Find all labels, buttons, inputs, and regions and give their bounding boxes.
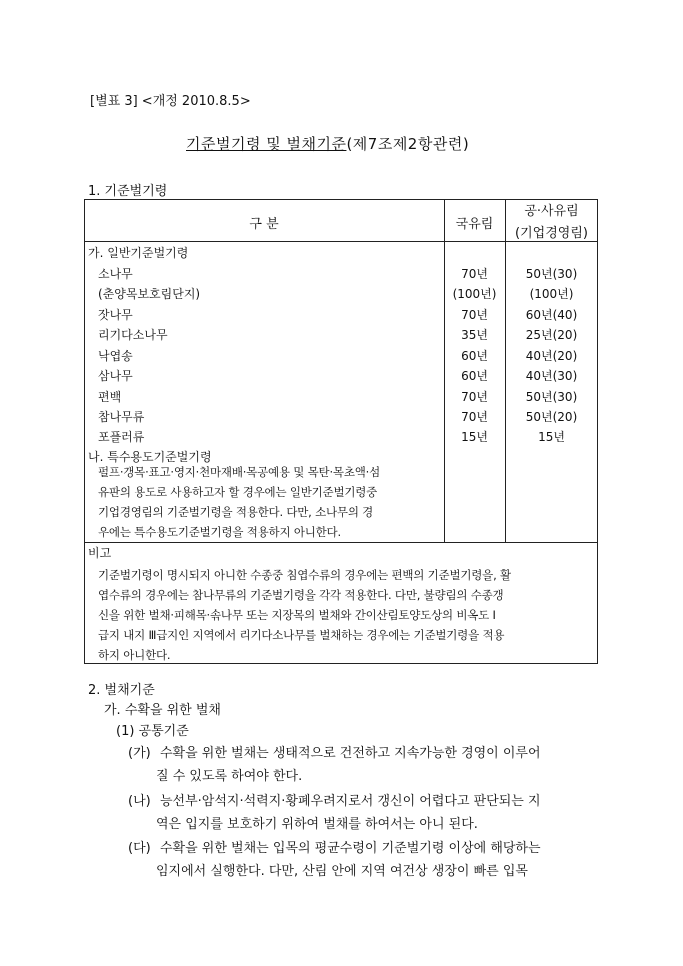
title-suffix: (제7조제2항관련): [346, 135, 470, 153]
header-divider: [84, 241, 598, 242]
remarks-line: 하지 아니한다.: [98, 648, 171, 662]
row-public: 40년(20): [525, 349, 578, 363]
remarks-line: 급지 내지 Ⅲ급지인 지역에서 리기다소나무를 벌채하는 경우에는 기준벌기령을 적용: [98, 628, 505, 642]
special-line: 유판의 용도로 사용하고자 할 경우에는 일반기준벌기령중: [98, 485, 378, 499]
group-general-label: 가. 일반기준벌기령: [88, 246, 189, 260]
section2-heading: 2. 벌채기준: [88, 683, 155, 698]
special-line: 기업경영림의 기준벌기령을 적용한다. 다만, 소나무의 경: [98, 505, 374, 519]
remarks-line: 신을 위한 벌채·피해목·솎나무 또는 지장목의 벌채와 간이산림토양도상의 비옥도 Ⅰ: [98, 608, 496, 622]
row-national: 70년: [461, 390, 488, 404]
item-marker: (가): [128, 746, 151, 761]
row-name: 리기다소나무: [98, 328, 168, 342]
row-national: 70년: [461, 308, 488, 322]
row-public: 15년: [538, 430, 565, 444]
col-header-public-line1: 공·사유림: [524, 204, 579, 219]
special-line: 우에는 특수용도기준벌기령을 적용하지 아니한다.: [98, 525, 341, 539]
annex-label: [별표 3] <개정 2010.8.5>: [90, 94, 251, 109]
row-national: 70년: [461, 410, 488, 424]
item-line: 임지에서 실행한다. 다만, 산림 안에 지역 여건상 생장이 빠른 입목: [156, 864, 528, 879]
row-name: 편백: [98, 390, 122, 404]
row-name: 참나무류: [98, 410, 145, 424]
special-line: 펄프·갱목·표고·영지·천마재배·목공예용 및 목탄·목초액·섬: [98, 465, 381, 479]
title-main: 기준벌기령 및 벌채기준: [186, 135, 347, 153]
row-name: (춘양목보호림단지): [98, 287, 201, 301]
row-name: 포플러류: [98, 430, 145, 444]
row-public: 40년(30): [525, 369, 578, 383]
col-header-public-line2: (기업경영림): [515, 226, 588, 241]
remarks-divider: [84, 542, 598, 543]
item-line: 능선부·암석지·석력지·황폐우려지로서 갱신이 어렵다고 판단되는 지: [160, 794, 541, 809]
col-header-category: 구 분: [249, 217, 279, 232]
item-line: 역은 입지를 보호하기 위하여 벌채를 하여서는 아니 된다.: [156, 817, 478, 832]
row-name: 잣나무: [98, 308, 133, 322]
row-national: 15년: [461, 430, 488, 444]
group-special-label: 나. 특수용도기준벌기령: [88, 450, 212, 464]
section2-sub-1: (1) 공통기준: [116, 724, 189, 739]
section2-sub-a: 가. 수확을 위한 벌채: [104, 703, 221, 718]
section1-heading: 1. 기준벌기령: [88, 184, 168, 199]
row-national: 70년: [461, 267, 488, 281]
item-line: 수확을 위한 벌채는 생태적으로 건전하고 지속가능한 경영이 이루어: [160, 746, 541, 761]
item-line: 질 수 있도록 하여야 한다.: [156, 769, 303, 784]
row-public: 50년(20): [525, 410, 578, 424]
row-national: (100년): [452, 287, 497, 301]
row-public: 50년(30): [525, 267, 578, 281]
row-national: 60년: [461, 349, 488, 363]
row-public: 60년(40): [525, 308, 578, 322]
col-header-national: 국유림: [455, 217, 494, 232]
remarks-line: 엽수류의 경우에는 참나무류의 기준벌기령을 각각 적용한다. 다만, 불량림의 수종갱: [98, 588, 504, 602]
row-public: 50년(30): [525, 390, 578, 404]
row-name: 삼나무: [98, 369, 133, 383]
item-marker: (나): [128, 794, 151, 809]
row-name: 낙엽송: [98, 349, 133, 363]
remarks-label: 비고: [88, 546, 112, 560]
item-marker: (다): [128, 841, 151, 856]
remarks-line: 기준벌기령이 명시되지 아니한 수종중 침엽수류의 경우에는 편백의 기준벌기령을, 활: [98, 568, 511, 582]
row-national: 35년: [461, 328, 488, 342]
item-line: 수확을 위한 벌채는 입목의 평균수령이 기준벌기령 이상에 해당하는: [160, 841, 541, 856]
row-name: 소나무: [98, 267, 133, 281]
row-public: 25년(20): [525, 328, 578, 342]
page-title: [186, 133, 469, 154]
row-public: (100년): [529, 287, 574, 301]
row-national: 60년: [461, 369, 488, 383]
